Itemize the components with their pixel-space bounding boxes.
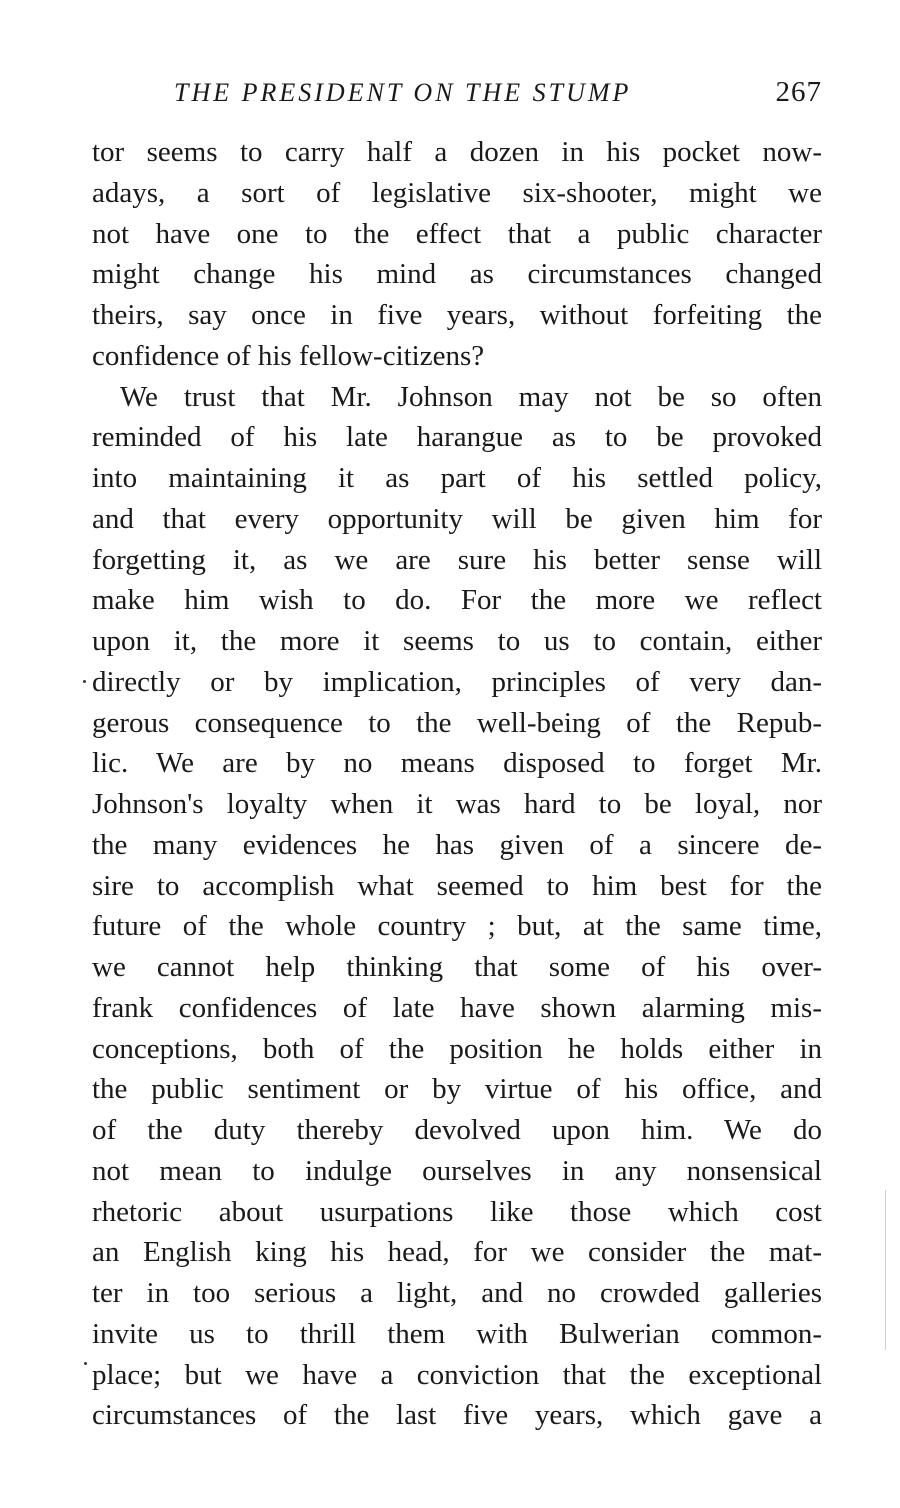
text-line: the public sentiment or by virtue of his office, and: [92, 1073, 822, 1106]
text-line: might change his mind as circumstances changed: [92, 258, 822, 291]
text-line: reminded of his late harangue as to be provoked: [92, 421, 822, 454]
text-line: future of the whole country ; but, at the same time,: [92, 910, 822, 943]
page-number: 267: [775, 76, 822, 108]
text-line: confidence of his fellow-citizens?: [92, 339, 485, 372]
text-line: forgetting it, as we are sure his better sense will: [92, 543, 822, 576]
text-line: lic. We are by no means disposed to forget Mr.: [92, 747, 822, 780]
page-edge-mark: [885, 1190, 886, 1350]
text-line: the many evidences he has given of a sincere de-: [92, 828, 822, 861]
text-line: not mean to indulge ourselves in any nonsensical: [92, 1154, 822, 1187]
text-line: upon it, the more it seems to us to contain, either: [92, 625, 822, 657]
text-line: ter in too serious a light, and no crowded galleries: [92, 1277, 822, 1309]
text-line: rhetoric about usurpations like those which cost: [92, 1195, 822, 1228]
text-line: make him wish to do. For the more we reflect: [92, 584, 822, 617]
text-line: frank confidences of late have shown alarming mis-: [92, 991, 822, 1024]
text-line: theirs, say once in five years, without forfeiting the: [92, 299, 822, 331]
running-head: [92, 72, 822, 116]
text-line: not have one to the effect that a public character: [92, 217, 822, 250]
text-line: of the duty thereby devolved upon him. We do: [92, 1114, 822, 1146]
text-line: conceptions, both of the position he holds either in: [92, 1032, 822, 1065]
text-line: into maintaining it as part of his settled policy,: [92, 462, 822, 494]
text-line: We trust that Mr. Johnson may not be so often: [120, 380, 822, 413]
text-line: invite us to thrill them with Bulwerian common-: [92, 1317, 822, 1350]
text-line: circumstances of the last five years, which gave a: [92, 1399, 822, 1432]
text-line: gerous consequence to the well-being of the Repub-: [92, 706, 822, 739]
running-title: THE PRESIDENT ON THE STUMP: [174, 78, 632, 107]
ink-speck: [84, 1362, 87, 1365]
text-line: Johnson's loyalty when it was hard to be loyal, nor: [92, 788, 822, 820]
text-line: tor seems to carry half a dozen in his pocket now-: [92, 136, 822, 168]
text-line: place; but we have a conviction that the exceptional: [92, 1358, 822, 1391]
text-line: and that every opportunity will be given him for: [92, 502, 822, 535]
text-line: an English king his head, for we consider the mat-: [92, 1236, 822, 1269]
text-line: directly or by implication, principles of very dan-: [92, 665, 822, 698]
ink-speck: [83, 680, 86, 683]
text-line: adays, a sort of legislative six-shooter, might we: [92, 176, 822, 209]
body-text: [92, 132, 822, 1436]
text-line: we cannot help thinking that some of his over-: [92, 951, 822, 983]
text-line: sire to accomplish what seemed to him best for the: [92, 869, 822, 902]
